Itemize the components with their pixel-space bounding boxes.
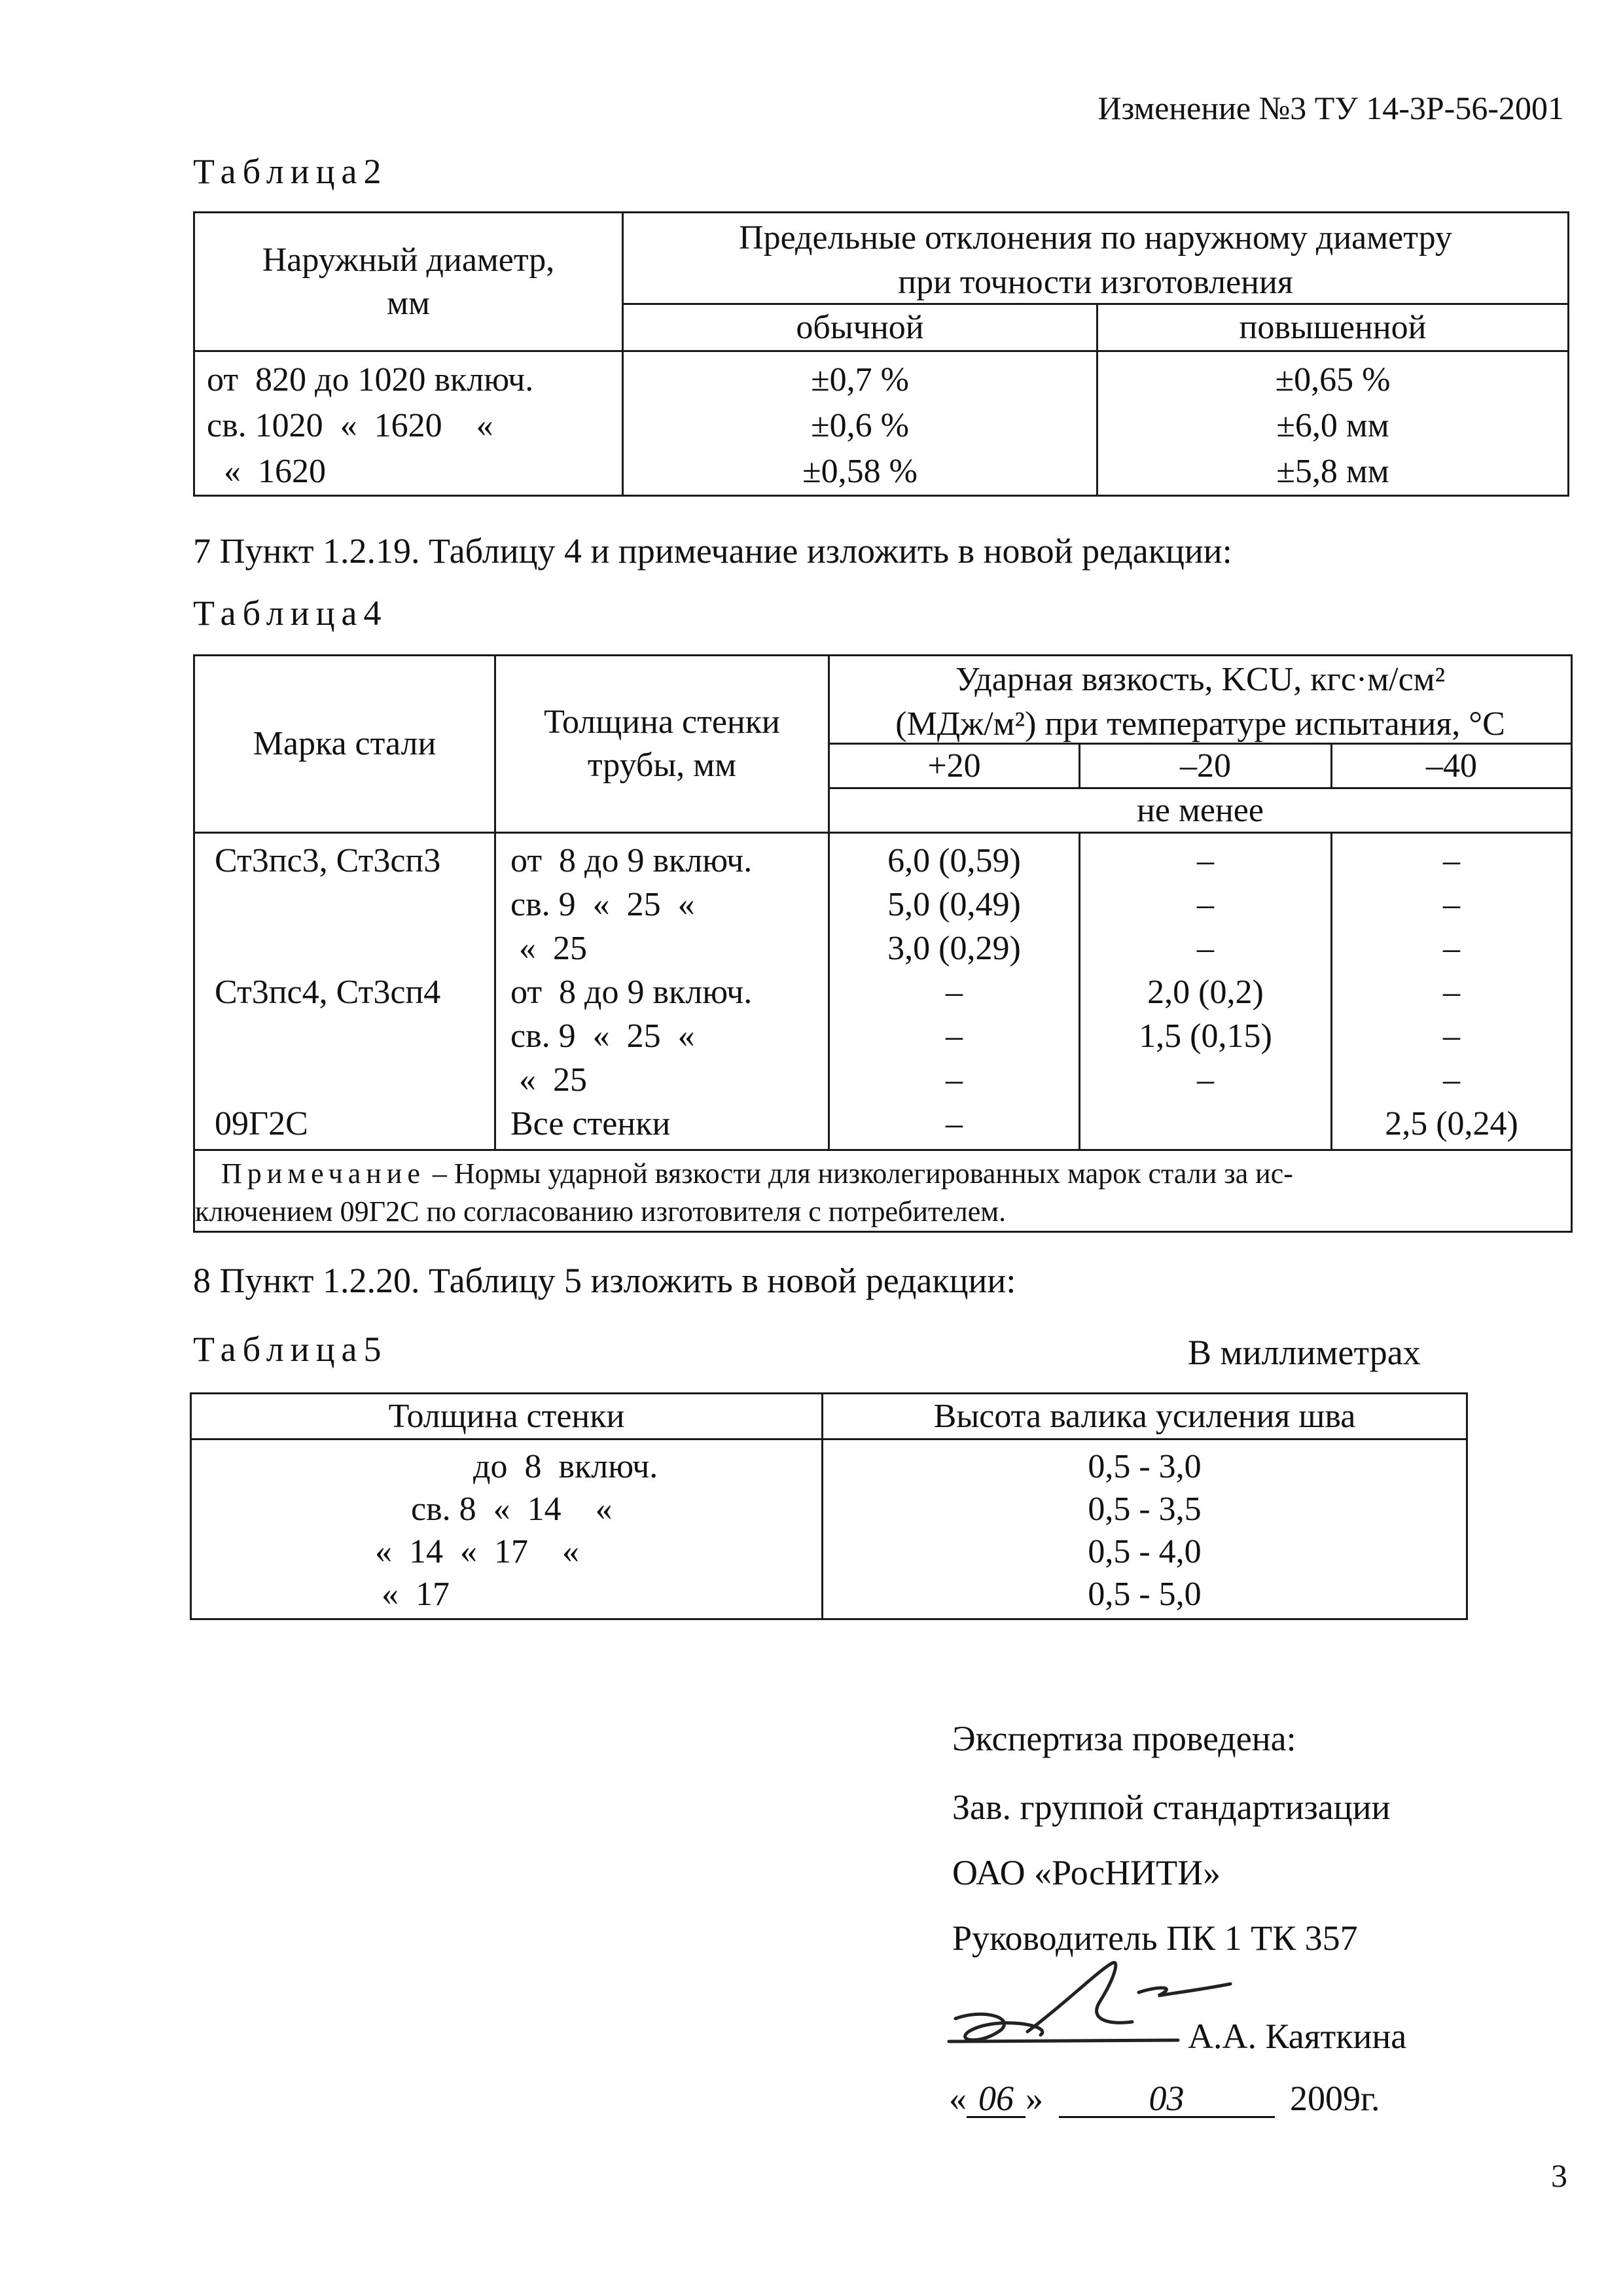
table4-value: – bbox=[946, 974, 963, 1011]
table4-grade: Ст3пс4, Ст3сп4 bbox=[215, 974, 441, 1011]
table4-note-label: Примечание bbox=[221, 1157, 425, 1190]
table4-grade-header: Марка стали bbox=[194, 656, 495, 833]
table2-caption: Таблица2 bbox=[193, 152, 388, 191]
document-reference: Изменение №3 ТУ 14-3Р-56-2001 bbox=[1097, 90, 1564, 126]
table2-col1-header bbox=[194, 213, 623, 351]
page-number: 3 bbox=[1551, 2157, 1567, 2194]
table5 bbox=[190, 1392, 1468, 1620]
table4-thickness: « 25 bbox=[510, 930, 587, 967]
table2-row-increased: ±0,65 % bbox=[1275, 361, 1391, 398]
table4-temp-plus20: +20 bbox=[829, 744, 1080, 788]
table4-value: – bbox=[1443, 886, 1460, 923]
table4-value bbox=[1080, 1102, 1330, 1146]
table2-increased-cell bbox=[1097, 351, 1569, 496]
table2-subheader-increased: повышенной bbox=[1097, 304, 1569, 351]
table5-header-height: Высота валика усиления шва bbox=[823, 1394, 1467, 1439]
table2-row-normal: ±0,7 % bbox=[811, 361, 909, 398]
table5-row-thickness: « 14 « 17 « bbox=[375, 1533, 579, 1570]
table4 bbox=[193, 654, 1573, 1233]
table2-row-normal: ±0,58 % bbox=[802, 453, 918, 490]
table4-value: – bbox=[1197, 886, 1214, 923]
table4-group-header-line2: (МДж/м²) при температуре испытания, °С bbox=[895, 705, 1505, 743]
table5-thickness-cell bbox=[191, 1439, 823, 1619]
date-quote-close: » bbox=[1026, 2079, 1043, 2118]
table5-row-height: 0,5 - 3,0 bbox=[1088, 1448, 1202, 1485]
table5-caption: Таблица5 bbox=[193, 1330, 388, 1369]
table5-row-height: 0,5 - 5,0 bbox=[1088, 1576, 1202, 1613]
table4-note bbox=[194, 1150, 1572, 1232]
table4-group-header bbox=[829, 656, 1572, 744]
table4-value: 1,5 (0,15) bbox=[1139, 1017, 1272, 1055]
table4-plus20-cell bbox=[829, 833, 1080, 1150]
table4-note-text2: ключением 09Г2С по согласованию изготовителя с потребителем. bbox=[195, 1195, 1007, 1227]
table2-row-normal: ±0,6 % bbox=[811, 407, 909, 444]
table4-thickness: от 8 до 9 включ. bbox=[510, 842, 753, 879]
table4-thickness: св. 9 « 25 « bbox=[510, 886, 695, 923]
table4-thickness: от 8 до 9 включ. bbox=[510, 974, 753, 1011]
date-day: 06 bbox=[967, 2081, 1026, 2118]
table2-diameter-cell bbox=[194, 351, 623, 496]
table4-value: 6,0 (0,59) bbox=[887, 842, 1021, 879]
table4-temp-minus20: –20 bbox=[1080, 744, 1332, 788]
table4-value: – bbox=[946, 1017, 963, 1055]
table4-value: – bbox=[946, 1105, 963, 1142]
table4-value: – bbox=[1197, 1061, 1214, 1099]
item7-text: 7 Пункт 1.2.19. Таблицу 4 и примечание изложить в новой редакции: bbox=[193, 531, 1232, 571]
table5-row-height: 0,5 - 4,0 bbox=[1088, 1533, 1202, 1570]
table5-row-thickness: до 8 включ. bbox=[473, 1448, 658, 1485]
table4-value: – bbox=[1443, 1017, 1460, 1055]
table2-group-header bbox=[623, 213, 1569, 304]
position-line: Зав. группой стандартизации bbox=[952, 1788, 1391, 1827]
date-month: 03 bbox=[1059, 2081, 1275, 2118]
table4-grade: 09Г2С bbox=[215, 1105, 308, 1142]
table4-value: – bbox=[1443, 974, 1460, 1011]
table4-value: – bbox=[1443, 1061, 1460, 1099]
table4-thickness-header-line2: трубы, мм bbox=[587, 747, 737, 784]
date-quote-open: « bbox=[949, 2079, 967, 2118]
table4-value: – bbox=[946, 1061, 963, 1099]
table4-value: – bbox=[1197, 930, 1214, 967]
table4-value: 5,0 (0,49) bbox=[887, 886, 1021, 923]
date-year: 2009г. bbox=[1290, 2079, 1380, 2118]
table5-units: В миллиметрах bbox=[1188, 1333, 1421, 1372]
table4-minus20-cell bbox=[1080, 833, 1332, 1150]
table2-group-header-line1: Предельные отклонения по наружному диаметру bbox=[739, 219, 1452, 256]
table4-thickness: « 25 bbox=[510, 1061, 587, 1099]
table4-thickness-cell bbox=[495, 833, 829, 1150]
table4-value: – bbox=[1443, 842, 1460, 879]
organization-line: ОАО «РосНИТИ» bbox=[952, 1853, 1221, 1892]
table4-note-text: – Нормы ударной вязкости для низколегированных марок стали за ис- bbox=[425, 1157, 1293, 1190]
table2-row-increased: ±6,0 мм bbox=[1276, 407, 1389, 444]
table5-height-cell bbox=[823, 1439, 1467, 1619]
table4-value: – bbox=[1443, 930, 1460, 967]
table4-caption: Таблица4 bbox=[193, 593, 388, 633]
table2-row-diameter: « 1620 bbox=[207, 453, 326, 490]
table4-thickness: Все стенки bbox=[510, 1105, 671, 1142]
table4-grade: Ст3пс3, Ст3сп3 bbox=[215, 842, 441, 879]
table4-minus40-cell bbox=[1332, 833, 1572, 1150]
item8-text: 8 Пункт 1.2.20. Таблицу 5 изложить в новой редакции: bbox=[193, 1261, 1016, 1300]
table5-row-height: 0,5 - 3,5 bbox=[1088, 1491, 1202, 1528]
table4-grade-cell bbox=[194, 833, 495, 1150]
table2-normal-cell bbox=[623, 351, 1097, 496]
date-line bbox=[949, 2081, 1380, 2118]
table4-thickness-header-line1: Толщина стенки bbox=[544, 703, 780, 741]
table2-row-increased: ±5,8 мм bbox=[1276, 453, 1389, 490]
table4-value: – bbox=[1197, 842, 1214, 879]
table2-subheader-normal: обычной bbox=[623, 304, 1097, 351]
table5-row-thickness: св. 8 « 14 « bbox=[411, 1491, 613, 1528]
table2-col1-header-line2: мм bbox=[387, 284, 430, 322]
table5-header-thickness: Толщина стенки bbox=[191, 1394, 823, 1439]
table4-value: 2,5 (0,24) bbox=[1385, 1105, 1518, 1142]
table4-value: 2,0 (0,2) bbox=[1147, 974, 1264, 1011]
table2-group-header-line2: при точности изготовления bbox=[898, 264, 1293, 301]
table5-row-thickness: « 17 bbox=[382, 1576, 450, 1613]
table2 bbox=[193, 211, 1569, 497]
table2-row-diameter: св. 1020 « 1620 « bbox=[207, 407, 493, 444]
table4-thickness: св. 9 « 25 « bbox=[510, 1017, 695, 1055]
table2-row-diameter: от 820 до 1020 включ. bbox=[207, 361, 534, 398]
table4-group-header-line1: Ударная вязкость, KCU, кгс·м/см² bbox=[955, 661, 1446, 698]
table4-temp-minus40: –40 bbox=[1332, 744, 1572, 788]
table4-value: 3,0 (0,29) bbox=[887, 930, 1021, 967]
committee-line: Руководитель ПК 1 ТК 357 bbox=[952, 1918, 1358, 1958]
expertise-line: Экспертиза проведена: bbox=[952, 1719, 1296, 1758]
table4-thickness-header bbox=[495, 656, 829, 833]
signatory-name: А.А. Каяткина bbox=[1188, 2017, 1407, 2056]
table2-col1-header-line1: Наружный диаметр, bbox=[262, 241, 555, 279]
table4-min-label: не менее bbox=[829, 788, 1572, 833]
